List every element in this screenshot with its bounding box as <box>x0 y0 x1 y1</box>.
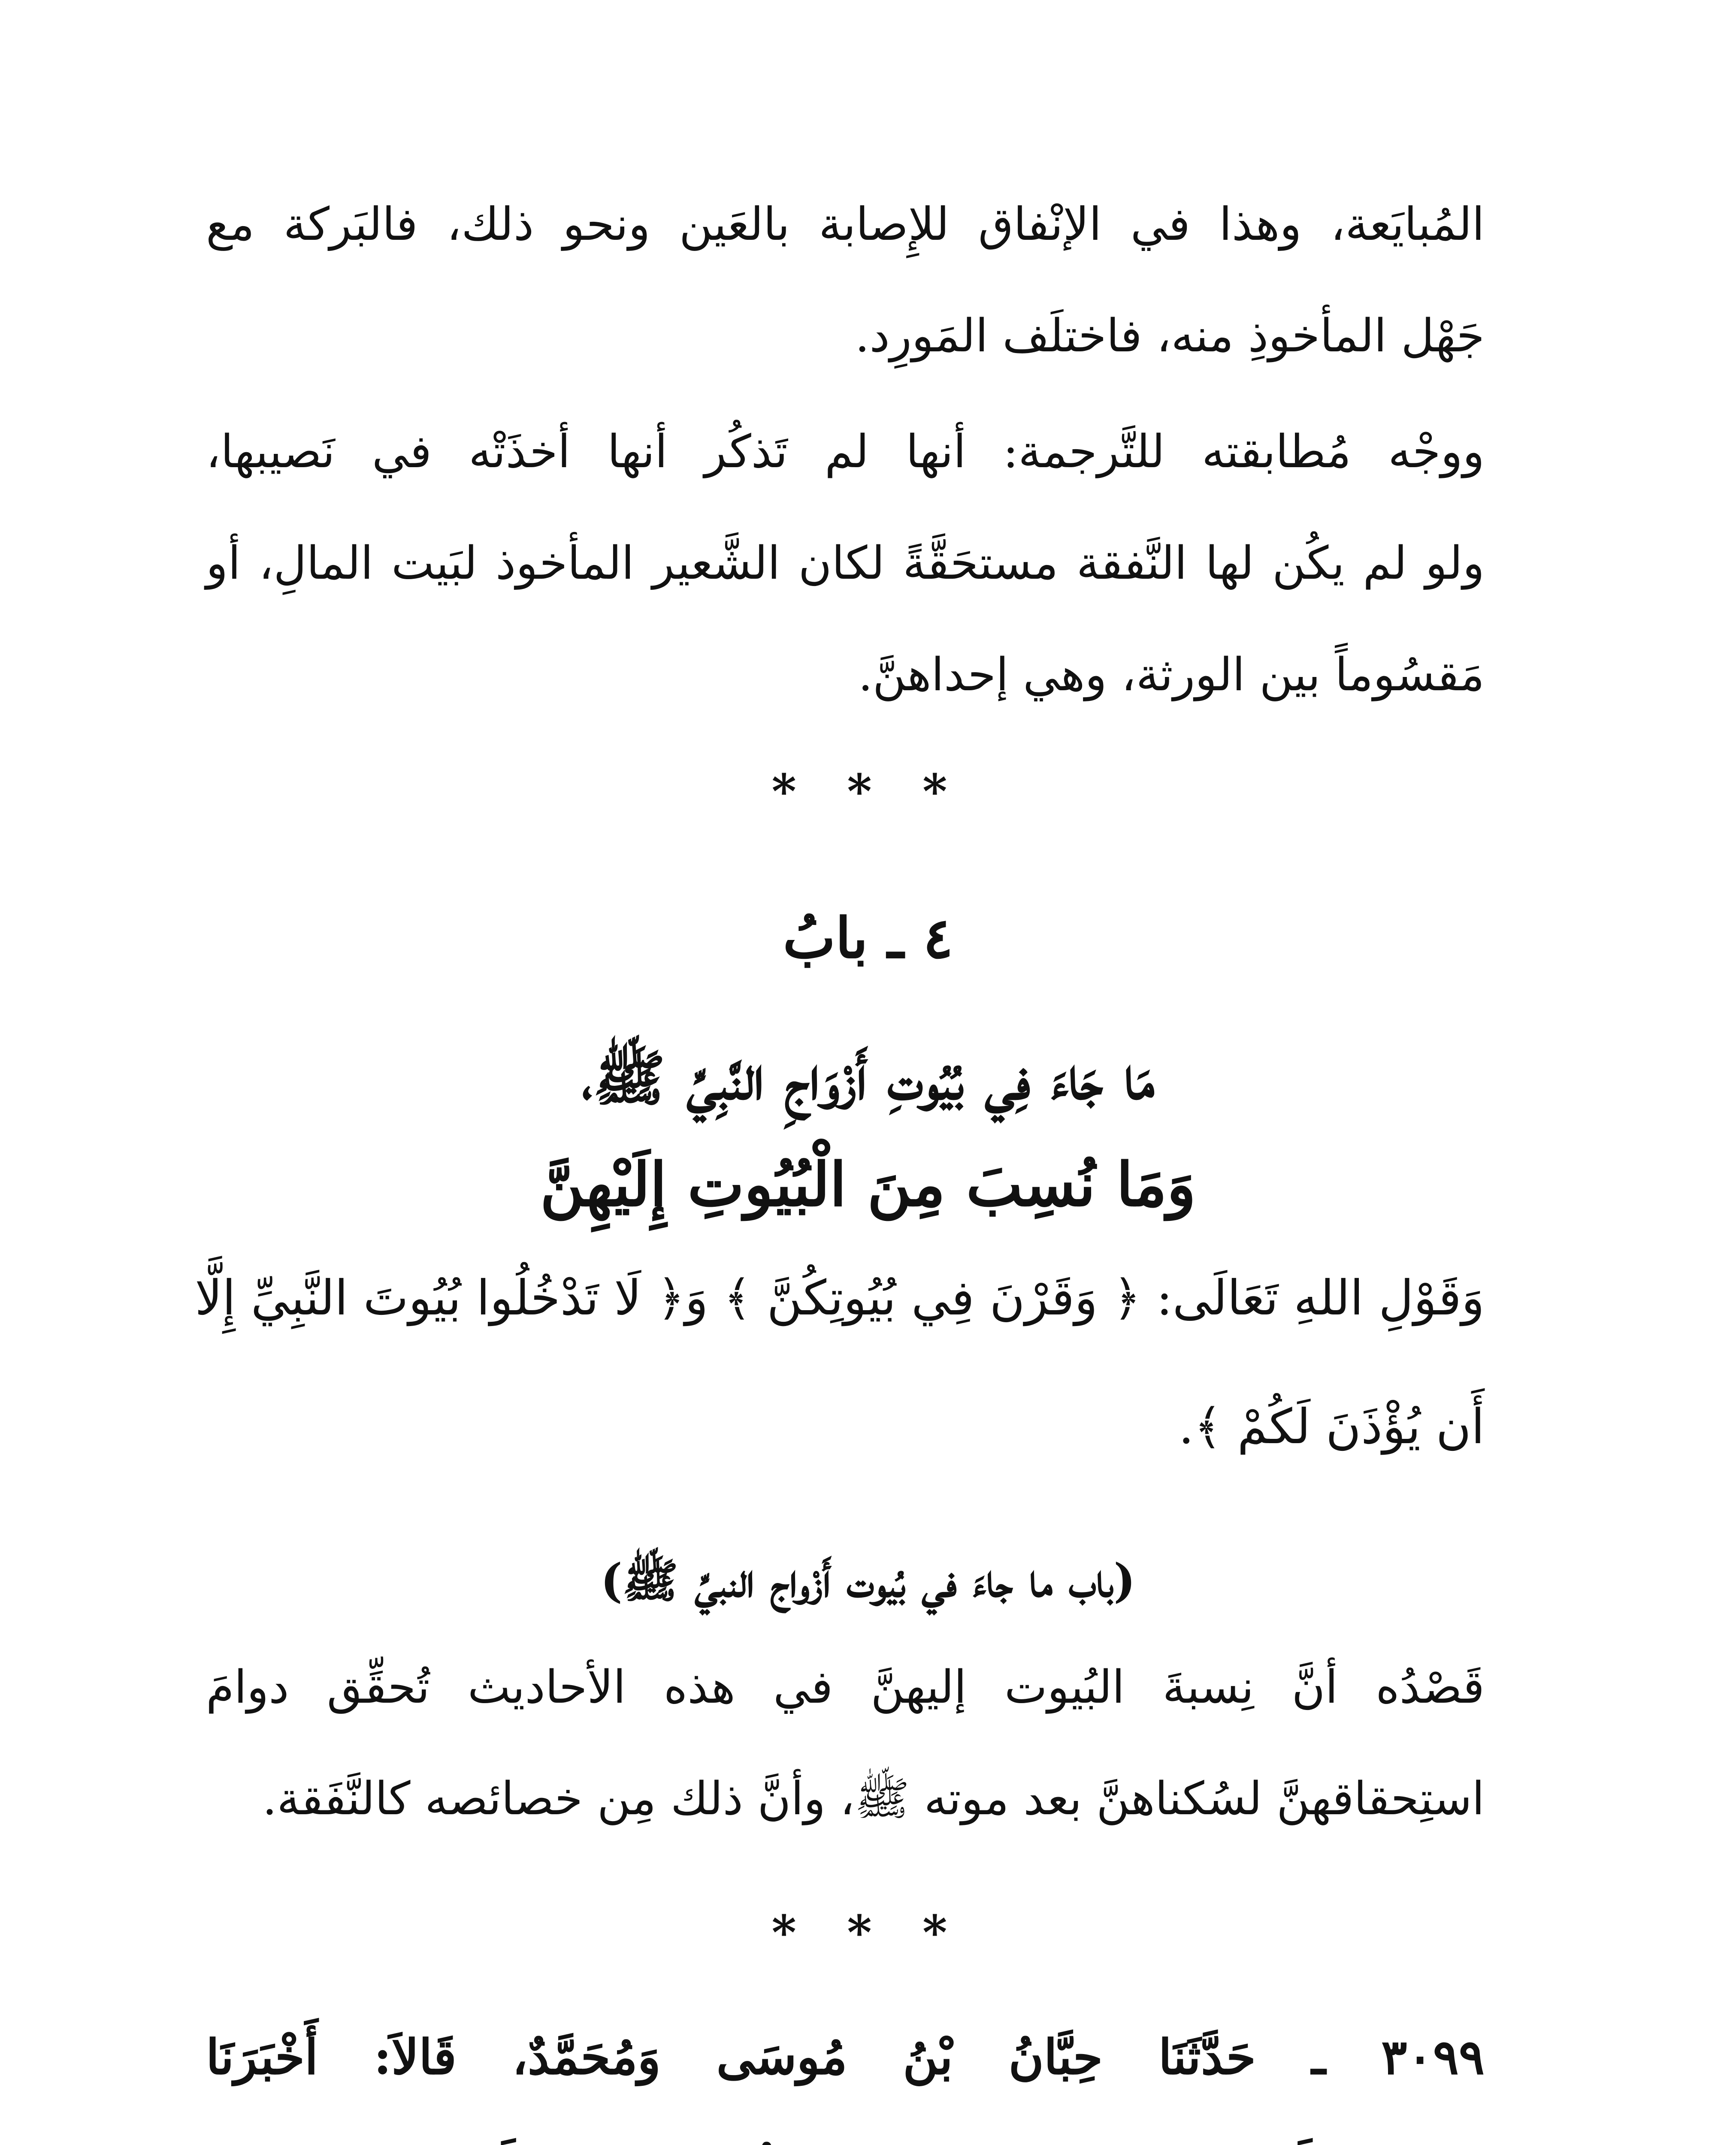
section-separator: * * * <box>771 764 965 819</box>
chapter-title-line-1: مَا جَاءَ فِي بُيُوتِ أَزْوَاجِ النَّبِيِّ ﷺ، <box>581 1043 1155 1114</box>
text-line: جَهْل المأخوذِ منه، فاختلَف المَورِد. <box>855 309 1485 362</box>
text-line: قَصْدُه أنَّ نِسبةَ البُيوت إليهنَّ في هذه الأحاديث تُحقِّق دوامَ <box>206 1661 1485 1713</box>
text-line: مَقسُوماً بين الورثة، وهي إحداهنَّ. <box>858 648 1485 701</box>
text-line: المُبايَعة، وهذا في الإنْفاق للإِصابة بالعَين ونحو ذلك، فالبَركة مع <box>206 198 1485 251</box>
commentary-heading: (باب ما جاءَ في بُيوت أَزْواج النبيِّ ﷺ) <box>600 1554 1136 1608</box>
hadith-paragraph <box>206 2029 1485 2145</box>
text-line: ٣٠٩٩ ـ حَدَّثَنَا حِبَّانُ بْنُ مُوسَى وَمُحَمَّدٌ، قَالاَ: أَخْبَرَنَا <box>206 2029 1485 2085</box>
text-line: ووجْه مُطابقته للتَّرجمة: أنها لم تَذكُر أنها أخذَتْه في نَصيبها، <box>206 425 1485 478</box>
paragraph-translation-match <box>206 425 1485 764</box>
text-line: استِحقاقهنَّ لسُكناهنَّ بعد موته ﷺ، وأنَّ ذلك مِن خصائصه كالنَّفَقة. <box>262 1772 1485 1825</box>
quran-verse-paragraph <box>195 1270 1485 1532</box>
chapter-number: ٤ ـ بابُ <box>783 905 953 971</box>
text-line: أَن يُؤْذَنَ لَكُمْ ﴾. <box>1178 1399 1485 1455</box>
chapter-title-line-2: وَمَا نُسِبَ مِنَ الْبُيُوتِ إِلَيْهِنَّ <box>540 1150 1196 1220</box>
paragraph-continuation <box>206 198 1485 425</box>
text-line: وَقَوْلِ اللهِ تَعَالَى: ﴿ وَقَرْنَ فِي بُيُوتِكُنَّ ﴾ وَ﴿ لَا تَدْخُلُوا بُيُوتَ النَّبِيِّ إِلَّا <box>195 1270 1485 1326</box>
section-separator: * * * <box>771 1905 965 1960</box>
text-line: ولو لم يكُن لها النَّفقة مستحَقَّةً لكان الشَّعير المأخوذ لبَيت المالِ، أو <box>206 537 1485 589</box>
commentary-paragraph <box>206 1661 1485 1888</box>
